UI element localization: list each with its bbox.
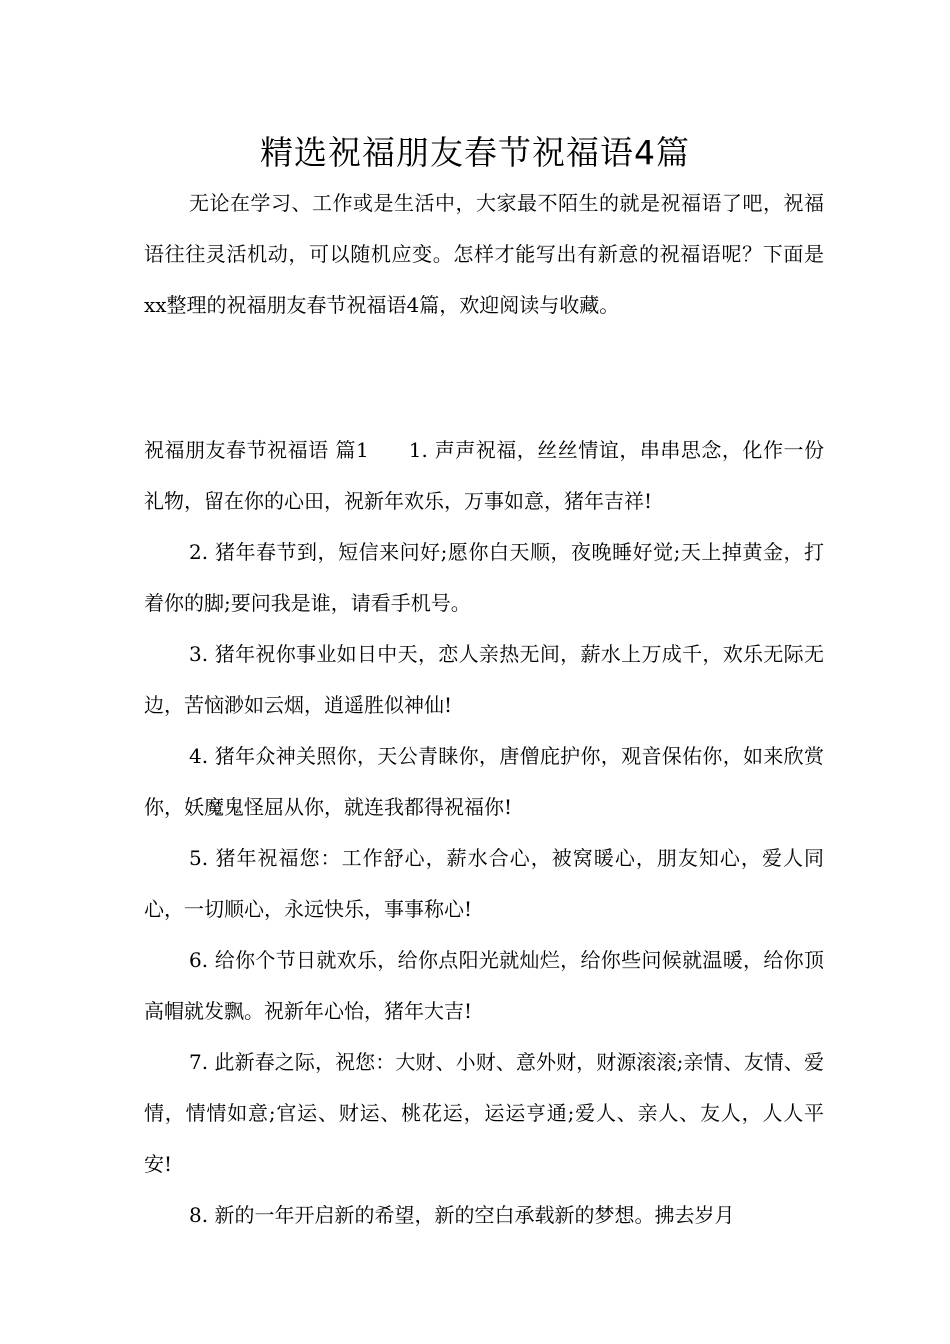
list-item: 2. 猪年春节到，短信来问好;愿你白天顺，夜晚睡好觉;天上掉黄金，打着你的脚;要问我是谁，请看手机号。: [144, 540, 824, 615]
item-text: 1. 声声祝福，丝丝情谊，串串思念，化作一份礼物，留在你的心田，祝新年欢乐，万事如意，猪年吉祥!: [144, 438, 824, 513]
list-item: 4. 猪年众神关照你，天公青睐你，唐僧庇护你，观音保佑你，如来欣赏你，妖魔鬼怪屈从你，就连我都得祝福你!: [144, 744, 824, 819]
list-item: [144, 425, 824, 527]
document-title: 精选祝福朋友春节祝福语4篇: [260, 133, 690, 172]
list-item: 6. 给你个节日就欢乐，给你点阳光就灿烂，给你些问候就温暖，给你顶高帽就发飘。祝新年心怡，猪年大吉!: [144, 948, 824, 1023]
list-item: 7. 此新春之际，祝您：大财、小财、意外财，财源滚滚;亲情、友情、爱情，情情如意;官运、财运、桃花运，运运亨通;爱人、亲人、友人，人人平安!: [144, 1050, 824, 1176]
list-item: 3. 猪年祝你事业如日中天，恋人亲热无间，薪水上万成千，欢乐无际无边，苦恼渺如云烟，逍遥胜似神仙!: [144, 642, 824, 717]
intro-paragraph: 无论在学习、工作或是生活中，大家最不陌生的就是祝福语了吧，祝福语往往灵活机动，可以随机应变。怎样才能写出有新意的祝福语呢？下面是xx整理的祝福朋友春节祝福语4篇，欢迎阅读与收藏。: [144, 191, 824, 317]
list-item: 8. 新的一年开启新的希望，新的空白承载新的梦想。拂去岁月: [189, 1203, 735, 1227]
list-item: 5. 猪年祝福您：工作舒心，薪水合心，被窝暖心，朋友知心，爱人同心，一切顺心，永远快乐，事事称心!: [144, 846, 824, 921]
section-body: [144, 425, 824, 1241]
section-heading: 祝福朋友春节祝福语 篇1: [144, 438, 369, 462]
